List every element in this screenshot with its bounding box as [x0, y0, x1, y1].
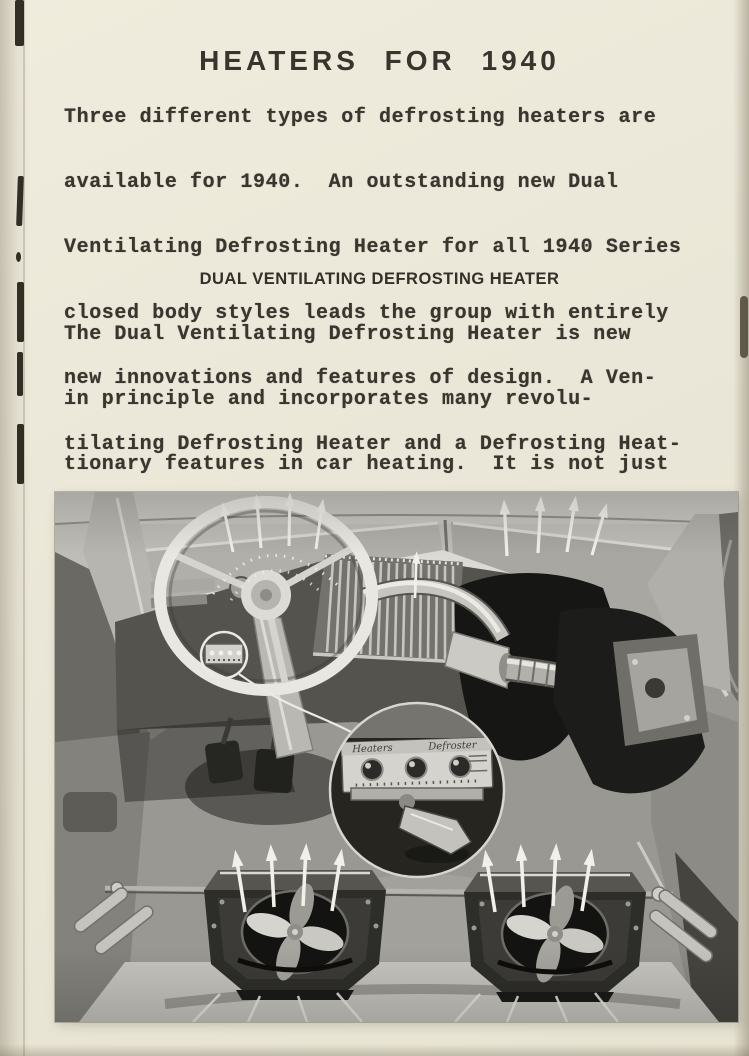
binding-mark [15, 0, 24, 46]
text-line: The Dual Ventilating Defrosting Heater is new [64, 322, 632, 346]
figure-photo [55, 492, 738, 1022]
binding-crease [23, 0, 25, 1056]
text-line: new innovations and features of design. A Ven- [64, 367, 657, 391]
binding-mark [17, 282, 24, 342]
page-edge-blemish [740, 296, 748, 358]
book-binding-edge [0, 0, 30, 1056]
text-line: Three different types of defrosting heaters are [64, 105, 657, 129]
page-bottom-edge [0, 1044, 749, 1056]
text-line: available for 1940. An outstanding new Dual [64, 170, 619, 194]
car-interior-illustration [55, 492, 738, 1022]
binding-mark [16, 252, 21, 262]
text-line: tilating Defrosting Heater and a Defrosting Heat- [64, 432, 682, 456]
page-title: HEATERS FOR 1940 [199, 44, 560, 76]
text-line: closed body styles leads the group with entirely [64, 301, 669, 325]
photo-vignette [55, 492, 738, 1022]
text-line: tionary features in car heating. It is not just [64, 453, 669, 477]
binding-mark [17, 352, 23, 396]
text-line: in principle and incorporates many revolu- [64, 387, 594, 411]
binding-mark [17, 424, 24, 484]
text-line: Ventilating Defrosting Heater for all 1940 Series [64, 236, 682, 260]
section-heading: DUAL VENTILATING DEFROSTING HEATER [199, 269, 560, 288]
